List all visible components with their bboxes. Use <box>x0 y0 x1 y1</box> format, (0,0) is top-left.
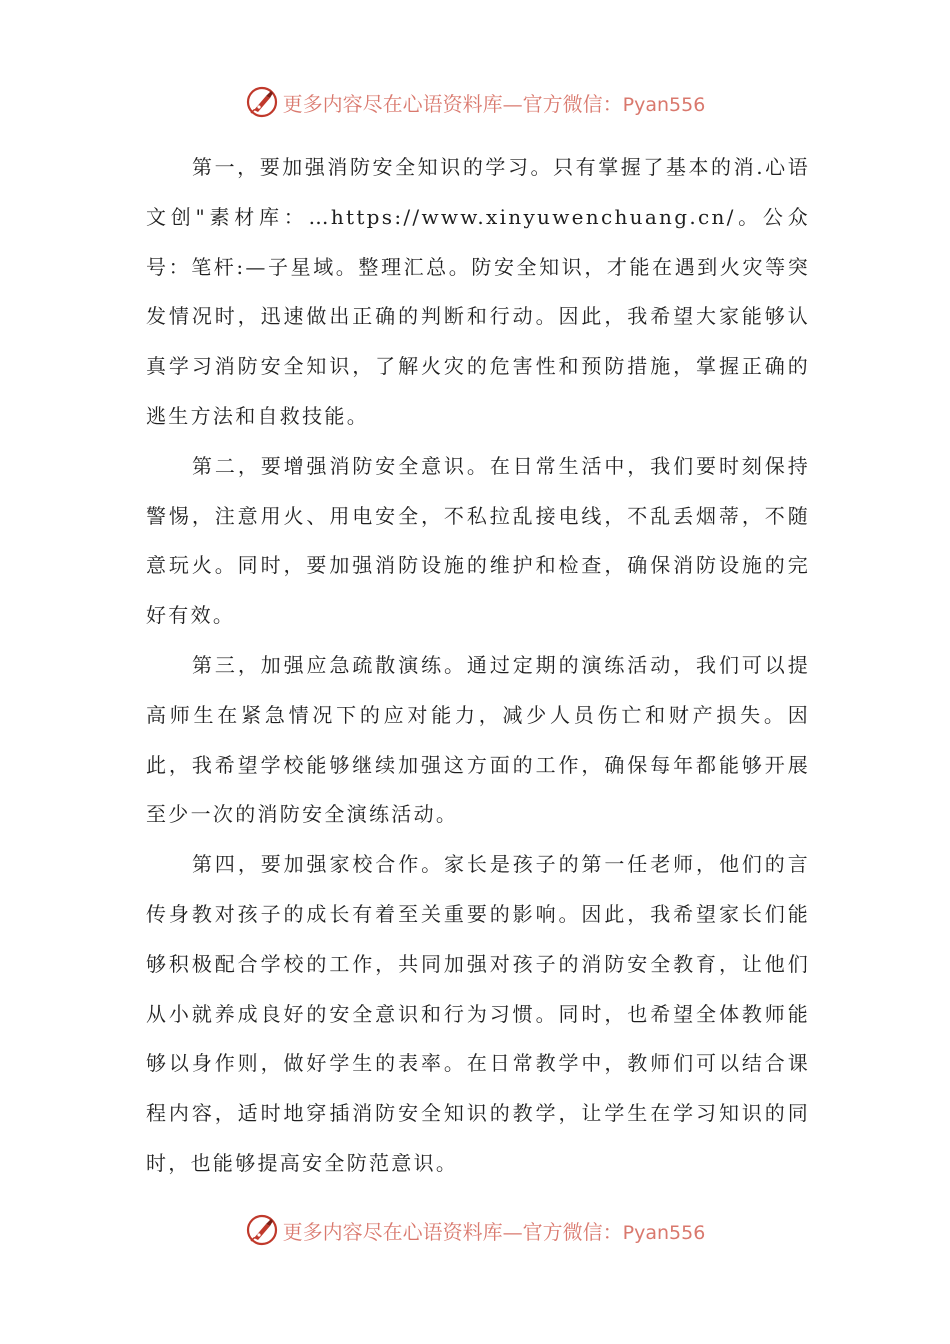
pen-nib-logo-icon <box>245 1213 279 1247</box>
paragraph-4: 第四，要加强家校合作。家长是孩子的第一任老师，他们的言传身教对孩子的成长有着至关重要的影响。因此，我希望家长们能够积极配合学校的工作，共同加强对孩子的消防安全教育，让他们从小就养成良好的安全意识和行为习惯。同时，也希望全体教师能够以身作则，做好学生的表率。在日常教学中，教师们可以结合课程内容，适时地穿插消防安全知识的教学，让学生在学习知识的同时，也能够提高安全防范意识。 <box>146 852 810 1175</box>
banner-wechat-id: Pyan556 <box>622 1221 706 1244</box>
banner-text <box>283 1216 706 1245</box>
document-body <box>146 143 810 1189</box>
footer-banner <box>0 1210 950 1250</box>
paragraph-1: 第一，要加强消防安全知识的学习。只有掌握了基本的消.心语文创"素材库：…https://www.xinyuwenchuang.cn/。公众号：笔杆:—子星域。整理汇总。防安全知识，才能在遇到火灾等突发情况时，迅速做出正确的判断和行动。因此，我希望大家能够认真学习消防安全知识，了解火灾的危害性和预防措施，掌握正确的逃生方法和自救技能。 <box>146 155 810 428</box>
pen-nib-logo-icon <box>245 85 279 119</box>
header-banner <box>0 82 950 122</box>
banner-text-cn: 更多内容尽在心语资料库—官方微信： <box>282 1219 623 1244</box>
banner-wechat-id: Pyan556 <box>622 93 706 116</box>
banner-text <box>283 88 706 117</box>
paragraph-3: 第三，加强应急疏散演练。通过定期的演练活动，我们可以提高师生在紧急情况下的应对能力，减少人员伤亡和财产损失。因此，我希望学校能够继续加强这方面的工作，确保每年都能够开展至少一次的消防安全演练活动。 <box>146 652 810 827</box>
banner-text-cn: 更多内容尽在心语资料库—官方微信： <box>282 91 623 116</box>
paragraph-2: 第二，要增强消防安全意识。在日常生活中，我们要时刻保持警惕，注意用火、用电安全，不私拉乱接电线，不乱丢烟蒂，不随意玩火。同时，要加强消防设施的维护和检查，确保消防设施的完好有效。 <box>146 453 810 628</box>
